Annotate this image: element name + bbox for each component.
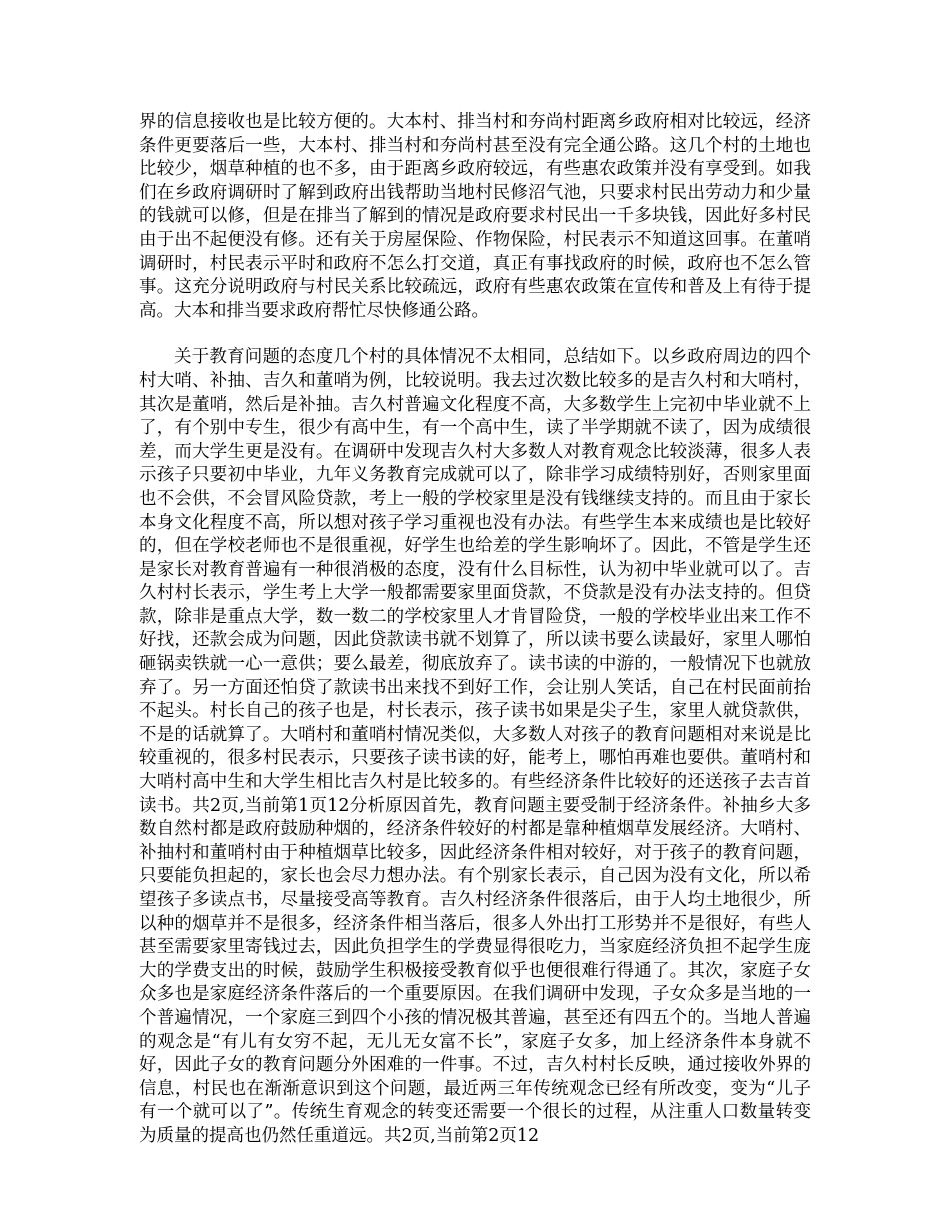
- paragraph-village-comparison: 界的信息接收也是比较方便的。大本村、排当村和夯尚村距离乡政府相对比较远，经济条件更要落后一些，大本村、排当村和夯尚村甚至没有完全通公路。这几个村的土地也比较少，烟草种植的也不多，由于距离乡政府较远，有些惠农政策并没有享受到。如我们在乡政府调研时了解到政府出钱帮助当地村民修沼气池，只要求村民出劳动力和少量的钱就可以修，但是在排当了解到的情况是政府要求村民出一千多块钱，因此好多村民由于出不起便没有修。还有关于房屋保险、作物保险，村民表示不知道这回事。在董哨调研时，村民表示平时和政府不怎么打交道，真正有事找政府的时候，政府也不怎么管事。这充分说明政府与村民关系比较疏远，政府有些惠农政策在宣传和普及上有待于提高。大本和排当要求政府帮忙尽快修通公路。: [139, 112, 811, 321]
- document-page: [139, 111, 811, 1149]
- paragraph-education-analysis: 关于教育问题的态度几个村的具体情况不太相同，总结如下。以乡政府周边的四个村大哨、补抽、吉久和董哨为例，比较说明。我去过次数比较多的是吉久村和大哨村，其次是董哨，然后是补抽。吉久村普遍文化程度不高，大多数学生上完初中毕业就不上了，有个别中专生，很少有高中生，有一个高中生，读了半学期就不读了，因为成绩很差，而大学生更是没有。在调研中发现吉久村大多数人对教育观念比较淡薄，很多人表示孩子只要初中毕业，九年义务教育完成就可以了，除非学习成绩特别好，否则家里面也不会供，不会冒风险贷款，考上一般的学校家里是没有钱继续支持的。而且由于家长本身文化程度不高，所以想对孩子学习重视也没有办法。有些学生本来成绩也是比较好的，但在学校老师也不是很重视，好学生也给差的学生影响坏了。因此，不管是学生还是家长对教育普遍有一种很消极的态度，没有什么目标性，认为初中毕业就可以了。吉久村村长表示，学生考上大学一般都需要家里面贷款，不贷款是没有办法支持的。但贷款，除非是重点大学，数一数二的学校家里人才肯冒险贷，一般的学校毕业出来工作不好找，还款会成为问题，因此贷款读书就不划算了，所以读书要么读最好，家里人哪怕砸锅卖铁就一心一意供；要么最差，彻底放弃了。读书读的中游的，一般情况下也就放弃了。另一方面还怕贷了款读书出来找不到好工作，会让别人笑话，自己在村民面前抬不起头。村长自己的孩子也是，村长表示，孩子读书如果是尖子生，家里人就贷款供，不是的话就算了。大哨村和董哨村情况类似，大多数人对孩子的教育问题相对来说是比较重视的，很多村民表示，只要孩子读书读的好，能考上，哪怕再难也要供。董哨村和大哨村高中生和大学生相比吉久村是比较多的。有些经济条件比较好的还送孩子去吉首读书。共2页,当前第1页12分析原因首先，教育问题主要受制于经济条件。补抽乡大多数自然村都是政府鼓励种烟的，经济条件较好的村都是靠种植烟草发展经济。大哨村、补抽村和董哨村由于种植烟草比较多，因此经济条件相对较好，对于孩子的教育问题，只要能负担起的，家长也会尽力想办法。有个别家长表示，自己因为没有文化，所以希望孩子多读点书，尽量接受高等教育。吉久村经济条件很落后，由于人均土地很少，所以种的烟草并不是很多，经济条件相当落后，很多人外出打工形势并不是很好，有些人甚至需要家里寄钱过去，因此负担学生的学费显得很吃力，当家庭经济负担不起学生庞大的学费支出的时候，鼓励学生积极接受教育似乎也便很难行得通了。其次，家庭子女众多也是家庭经济条件落后的一个重要原因。在我们调研中发现，子女众多是当地的一个普遍情况，一个家庭三到四个小孩的情况极其普遍，甚至还有四五个的。当地人普遍的观念是“有儿有女穷不起，无儿无女富不长”，家庭子女多，加上经济条件本身就不好，因此子女的教育问题分外困难的一件事。不过，吉久村村长反映，通过接收外界的信息，村民也在渐渐意识到这个问题，最近两三年传统观念已经有所改变，变为“儿子有一个就可以了”。传统生育观念的转变还需要一个很长的过程，从注重人口数量转变为质量的提高也仍然任重道远。共2页,当前第2页12: [139, 347, 811, 1146]
